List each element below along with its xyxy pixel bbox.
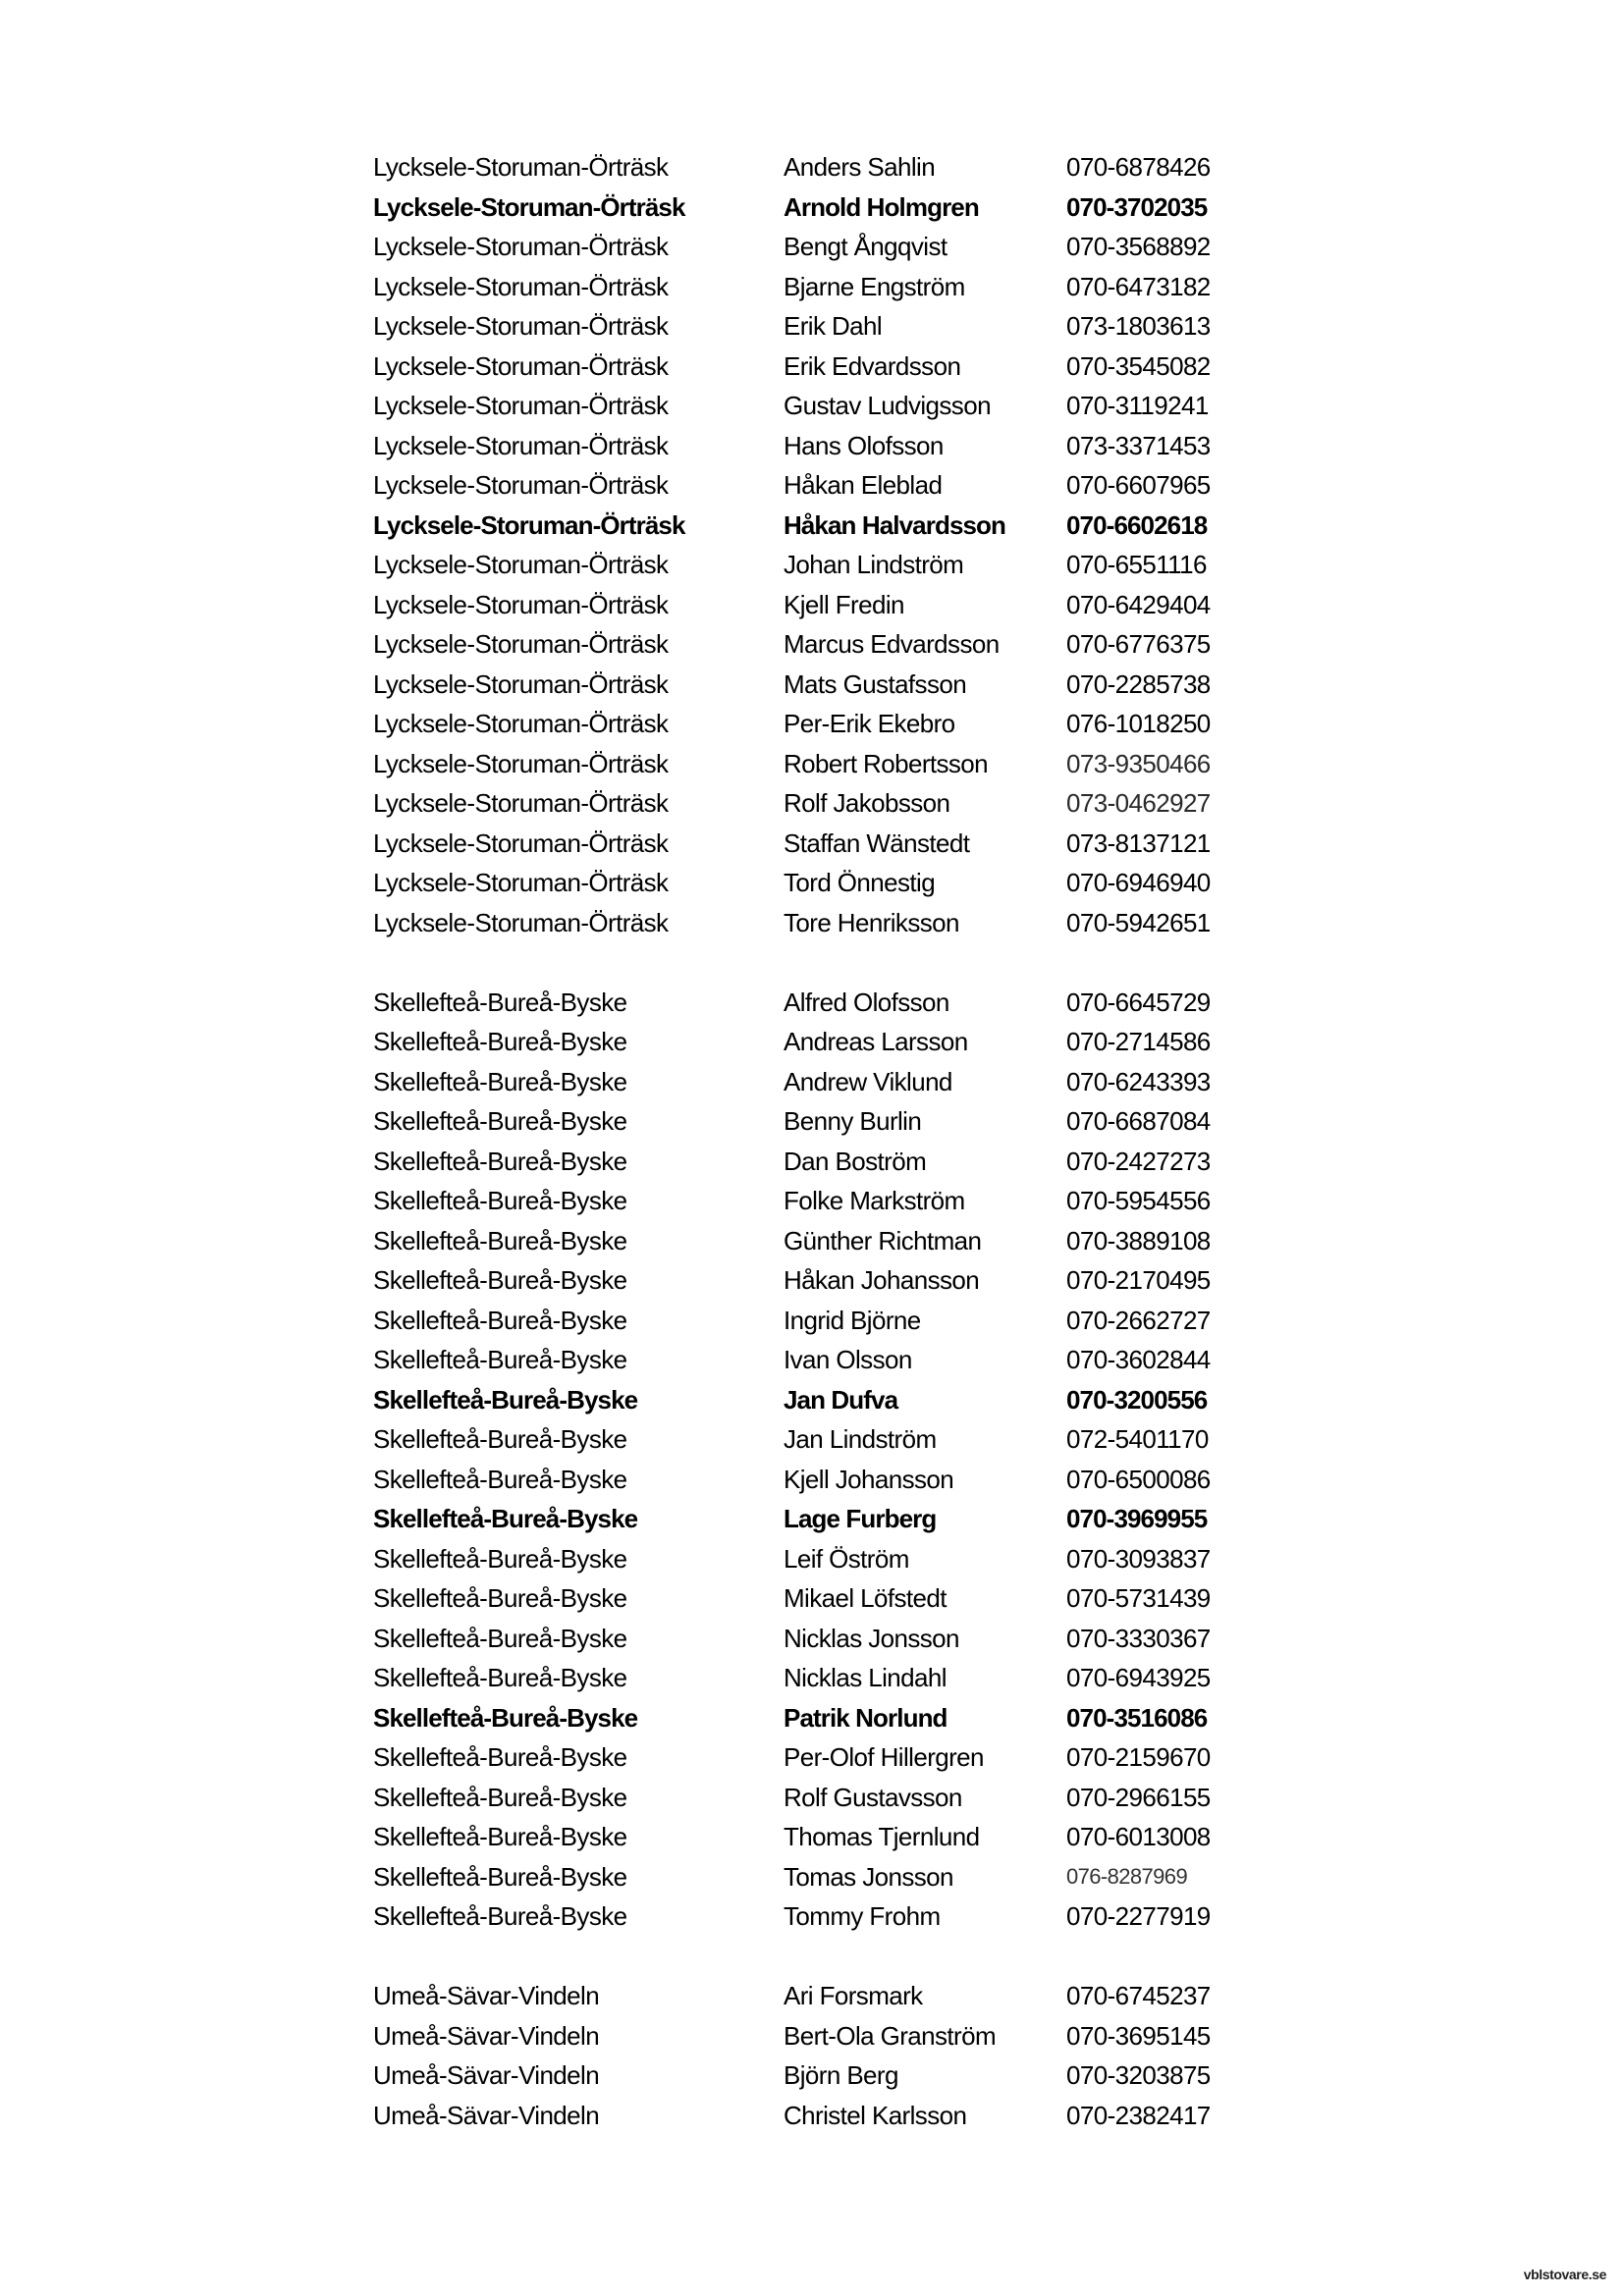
contact-row <box>373 1142 1257 1182</box>
phone-cell: 070-2170495 <box>1066 1265 1211 1295</box>
contact-row <box>373 1380 1257 1420</box>
district-section <box>373 983 1257 1937</box>
district-cell: Lycksele-Storuman-Örträsk <box>373 232 669 261</box>
phone-cell: 070-3695145 <box>1066 2020 1211 2051</box>
contact-row <box>373 1499 1257 1539</box>
district-cell: Lycksele-Storuman-Örträsk <box>373 788 669 818</box>
phone-cell: 073-3371453 <box>1066 430 1211 460</box>
district-cell: Lycksele-Storuman-Örträsk <box>373 509 685 540</box>
district-cell: Lycksele-Storuman-Örträsk <box>373 311 669 341</box>
name-cell: Patrik Norlund <box>784 1702 947 1733</box>
contact-row <box>373 1460 1257 1500</box>
contact-row <box>373 1181 1257 1221</box>
district-cell: Skellefteå-Bureå-Byske <box>373 1265 627 1295</box>
contact-row <box>373 744 1257 784</box>
phone-cell: 070-6943925 <box>1066 1663 1211 1692</box>
phone-cell: 070-3702035 <box>1066 191 1208 222</box>
name-cell: Jan Dufva <box>784 1384 898 1415</box>
district-cell: Skellefteå-Bureå-Byske <box>373 1464 627 1494</box>
contact-row <box>373 1340 1257 1380</box>
contact-row <box>373 545 1257 585</box>
phone-cell: 070-2382417 <box>1066 2100 1211 2130</box>
phone-cell: 070-3602844 <box>1066 1345 1211 1374</box>
contact-row <box>373 2056 1257 2096</box>
phone-cell: 070-6607965 <box>1066 470 1211 500</box>
contact-row <box>373 903 1257 943</box>
contact-row <box>373 465 1257 506</box>
name-cell: Andreas Larsson <box>784 1027 968 1056</box>
phone-cell: 070-6745237 <box>1066 1981 1211 2010</box>
phone-cell: 070-6473182 <box>1066 271 1211 301</box>
name-cell: Marcus Edvardsson <box>784 629 1000 659</box>
district-cell: Skellefteå-Bureå-Byske <box>373 1384 638 1415</box>
contact-row <box>373 1260 1257 1301</box>
phone-cell: 070-2427273 <box>1066 1146 1211 1176</box>
phone-cell: 076-1018250 <box>1066 709 1211 738</box>
district-cell: Skellefteå-Bureå-Byske <box>373 1663 627 1692</box>
district-cell: Lycksele-Storuman-Örträsk <box>373 868 669 897</box>
district-cell: Skellefteå-Bureå-Byske <box>373 1782 627 1812</box>
contact-row <box>373 1857 1257 1897</box>
contact-row <box>373 1778 1257 1818</box>
district-cell: Umeå-Sävar-Vindeln <box>373 2060 600 2090</box>
phone-cell: 070-3545082 <box>1066 350 1211 381</box>
name-cell: Håkan Johansson <box>784 1265 980 1295</box>
contact-row <box>373 665 1257 705</box>
district-cell: Skellefteå-Bureå-Byske <box>373 1146 627 1176</box>
district-cell: Skellefteå-Bureå-Byske <box>373 1901 627 1931</box>
phone-cell: 070-6946940 <box>1066 868 1211 897</box>
district-cell: Lycksele-Storuman-Örträsk <box>373 828 669 858</box>
phone-cell: 070-3119241 <box>1066 391 1209 420</box>
phone-cell: 070-2285738 <box>1066 668 1211 699</box>
district-cell: Lycksele-Storuman-Örträsk <box>373 709 669 738</box>
district-cell: Lycksele-Storuman-Örträsk <box>373 668 669 699</box>
phone-cell: 070-3889108 <box>1066 1225 1211 1255</box>
district-cell: Skellefteå-Bureå-Byske <box>373 1742 627 1772</box>
contact-row <box>373 426 1257 466</box>
district-cell: Skellefteå-Bureå-Byske <box>373 987 627 1017</box>
district-cell: Skellefteå-Bureå-Byske <box>373 1543 627 1574</box>
name-cell: Kjell Johansson <box>784 1464 954 1494</box>
name-cell: Ari Forsmark <box>784 1981 923 2010</box>
name-cell: Dan Boström <box>784 1146 927 1176</box>
name-cell: Erik Edvardsson <box>784 350 961 381</box>
phone-cell: 076-8287969 <box>1066 1863 1188 1889</box>
name-cell: Thomas Tjernlund <box>784 1822 980 1851</box>
name-cell: Gustav Ludvigsson <box>784 391 991 420</box>
name-cell: Mikael Löfstedt <box>784 1583 947 1613</box>
contact-row <box>373 1301 1257 1341</box>
district-cell: Skellefteå-Bureå-Byske <box>373 1504 638 1533</box>
name-cell: Håkan Halvardsson <box>784 509 1006 540</box>
name-cell: Tord Önnestig <box>784 868 936 897</box>
district-cell: Lycksele-Storuman-Örträsk <box>373 350 669 381</box>
contact-row <box>373 2016 1257 2056</box>
district-cell: Umeå-Sävar-Vindeln <box>373 1981 600 2010</box>
name-cell: Rolf Jakobsson <box>784 788 950 818</box>
contact-row <box>373 1419 1257 1460</box>
district-cell: Skellefteå-Bureå-Byske <box>373 1027 627 1056</box>
name-cell: Mats Gustafsson <box>784 668 967 699</box>
phone-cell: 070-5954556 <box>1066 1186 1211 1215</box>
district-cell: Skellefteå-Bureå-Byske <box>373 1305 627 1335</box>
contact-row <box>373 306 1257 347</box>
name-cell: Günther Richtman <box>784 1225 982 1255</box>
district-cell: Skellefteå-Bureå-Byske <box>373 1583 627 1613</box>
phone-cell: 070-3516086 <box>1066 1702 1208 1733</box>
name-cell: Christel Karlsson <box>784 2100 967 2130</box>
phone-cell: 072-5401170 <box>1066 1424 1209 1454</box>
phone-cell: 070-3969955 <box>1066 1504 1208 1533</box>
contact-row <box>373 585 1257 625</box>
contact-row <box>373 824 1257 864</box>
name-cell: Erik Dahl <box>784 311 883 341</box>
footer-watermark: vblstovare.se <box>1523 2267 1606 2282</box>
name-cell: Hans Olofsson <box>784 430 944 460</box>
contact-row <box>373 624 1257 665</box>
name-cell: Benny Burlin <box>784 1106 922 1136</box>
section-spacer <box>373 1937 1257 1977</box>
phone-cell: 070-6687084 <box>1066 1106 1211 1136</box>
name-cell: Robert Robertsson <box>784 748 989 778</box>
name-cell: Nicklas Lindahl <box>784 1663 947 1692</box>
contact-row <box>373 1022 1257 1062</box>
contact-row <box>373 783 1257 824</box>
district-section <box>373 1976 1257 2135</box>
phone-cell: 073-9350466 <box>1066 748 1211 778</box>
contact-row <box>373 227 1257 267</box>
district-cell: Lycksele-Storuman-Örträsk <box>373 550 669 579</box>
phone-cell: 070-6429404 <box>1066 589 1211 619</box>
phone-cell: 073-1803613 <box>1066 311 1211 341</box>
name-cell: Ivan Olsson <box>784 1345 912 1374</box>
contact-row <box>373 1539 1257 1579</box>
phone-cell: 070-2966155 <box>1066 1782 1211 1812</box>
contact-row <box>373 506 1257 546</box>
district-cell: Umeå-Sävar-Vindeln <box>373 2100 600 2130</box>
phone-cell: 070-6602618 <box>1066 509 1208 540</box>
contact-row <box>373 1737 1257 1778</box>
district-cell: Skellefteå-Bureå-Byske <box>373 1106 627 1136</box>
district-cell: Skellefteå-Bureå-Byske <box>373 1861 627 1892</box>
district-cell: Skellefteå-Bureå-Byske <box>373 1345 627 1374</box>
name-cell: Leif Öström <box>784 1543 909 1574</box>
district-cell: Umeå-Sävar-Vindeln <box>373 2020 600 2051</box>
contact-row <box>373 1658 1257 1698</box>
contact-list <box>373 147 1257 2135</box>
contact-row <box>373 1817 1257 1857</box>
contact-row <box>373 704 1257 744</box>
name-cell: Tore Henriksson <box>784 907 959 937</box>
phone-cell: 070-3330367 <box>1066 1623 1211 1653</box>
phone-cell: 073-8137121 <box>1066 828 1211 858</box>
contact-row <box>373 1578 1257 1619</box>
phone-cell: 070-3093837 <box>1066 1543 1211 1574</box>
name-cell: Tomas Jonsson <box>784 1861 953 1892</box>
contact-row <box>373 386 1257 426</box>
phone-cell: 070-3203875 <box>1066 2060 1211 2090</box>
name-cell: Per-Erik Ekebro <box>784 709 955 738</box>
name-cell: Tommy Frohm <box>784 1901 941 1931</box>
district-cell: Skellefteå-Bureå-Byske <box>373 1822 627 1851</box>
district-section <box>373 147 1257 942</box>
contact-row <box>373 347 1257 387</box>
name-cell: Bjarne Engström <box>784 271 965 301</box>
phone-cell: 070-5731439 <box>1066 1583 1211 1613</box>
name-cell: Kjell Fredin <box>784 589 904 619</box>
contact-row <box>373 1619 1257 1659</box>
district-cell: Lycksele-Storuman-Örträsk <box>373 191 685 222</box>
district-cell: Lycksele-Storuman-Örträsk <box>373 748 669 778</box>
name-cell: Bert-Ola Granström <box>784 2020 997 2051</box>
contact-row <box>373 1896 1257 1937</box>
district-cell: Skellefteå-Bureå-Byske <box>373 1702 638 1733</box>
name-cell: Alfred Olofsson <box>784 987 949 1017</box>
name-cell: Staffan Wänstedt <box>784 828 970 858</box>
name-cell: Björn Berg <box>784 2060 898 2090</box>
phone-cell: 070-6878426 <box>1066 152 1211 182</box>
district-cell: Lycksele-Storuman-Örträsk <box>373 152 669 182</box>
phone-cell: 070-6013008 <box>1066 1822 1211 1851</box>
contact-row <box>373 1221 1257 1261</box>
phone-cell: 070-6243393 <box>1066 1066 1211 1096</box>
phone-cell: 070-6776375 <box>1066 629 1211 659</box>
district-cell: Skellefteå-Bureå-Byske <box>373 1186 627 1215</box>
phone-cell: 070-2159670 <box>1066 1742 1211 1772</box>
name-cell: Håkan Eleblad <box>784 470 943 500</box>
phone-cell: 070-6500086 <box>1066 1464 1211 1494</box>
name-cell: Per-Olof Hillergren <box>784 1742 984 1772</box>
name-cell: Andrew Viklund <box>784 1066 952 1096</box>
section-spacer <box>373 942 1257 983</box>
contact-row <box>373 1062 1257 1102</box>
name-cell: Lage Furberg <box>784 1504 937 1533</box>
phone-cell: 070-5942651 <box>1066 907 1211 937</box>
district-cell: Skellefteå-Bureå-Byske <box>373 1225 627 1255</box>
district-cell: Skellefteå-Bureå-Byske <box>373 1066 627 1096</box>
district-cell: Skellefteå-Bureå-Byske <box>373 1623 627 1653</box>
contact-row <box>373 1976 1257 2016</box>
contact-row <box>373 1698 1257 1738</box>
name-cell: Nicklas Jonsson <box>784 1623 959 1653</box>
name-cell: Bengt Ångqvist <box>784 232 947 261</box>
district-cell: Lycksele-Storuman-Örträsk <box>373 907 669 937</box>
name-cell: Arnold Holmgren <box>784 191 979 222</box>
name-cell: Johan Lindström <box>784 550 964 579</box>
phone-cell: 070-2714586 <box>1066 1027 1211 1056</box>
name-cell: Jan Lindström <box>784 1424 937 1454</box>
name-cell: Rolf Gustavsson <box>784 1782 962 1812</box>
name-cell: Folke Markström <box>784 1186 965 1215</box>
contact-row <box>373 1101 1257 1142</box>
contact-row <box>373 863 1257 903</box>
phone-cell: 070-2662727 <box>1066 1305 1211 1335</box>
district-cell: Lycksele-Storuman-Örträsk <box>373 470 669 500</box>
name-cell: Ingrid Björne <box>784 1305 921 1335</box>
district-cell: Skellefteå-Bureå-Byske <box>373 1424 627 1454</box>
phone-cell: 070-3568892 <box>1066 232 1211 261</box>
contact-row <box>373 147 1257 187</box>
district-cell: Lycksele-Storuman-Örträsk <box>373 589 669 619</box>
district-cell: Lycksele-Storuman-Örträsk <box>373 391 669 420</box>
contact-row <box>373 983 1257 1023</box>
phone-cell: 073-0462927 <box>1066 788 1211 818</box>
district-cell: Lycksele-Storuman-Örträsk <box>373 271 669 301</box>
phone-cell: 070-6551116 <box>1066 550 1207 579</box>
contact-row <box>373 2096 1257 2136</box>
contact-row <box>373 187 1257 228</box>
contact-row <box>373 267 1257 307</box>
district-cell: Lycksele-Storuman-Örträsk <box>373 629 669 659</box>
district-cell: Lycksele-Storuman-Örträsk <box>373 430 669 460</box>
phone-cell: 070-2277919 <box>1066 1901 1211 1931</box>
name-cell: Anders Sahlin <box>784 152 936 182</box>
phone-cell: 070-6645729 <box>1066 987 1211 1017</box>
phone-cell: 070-3200556 <box>1066 1384 1208 1415</box>
